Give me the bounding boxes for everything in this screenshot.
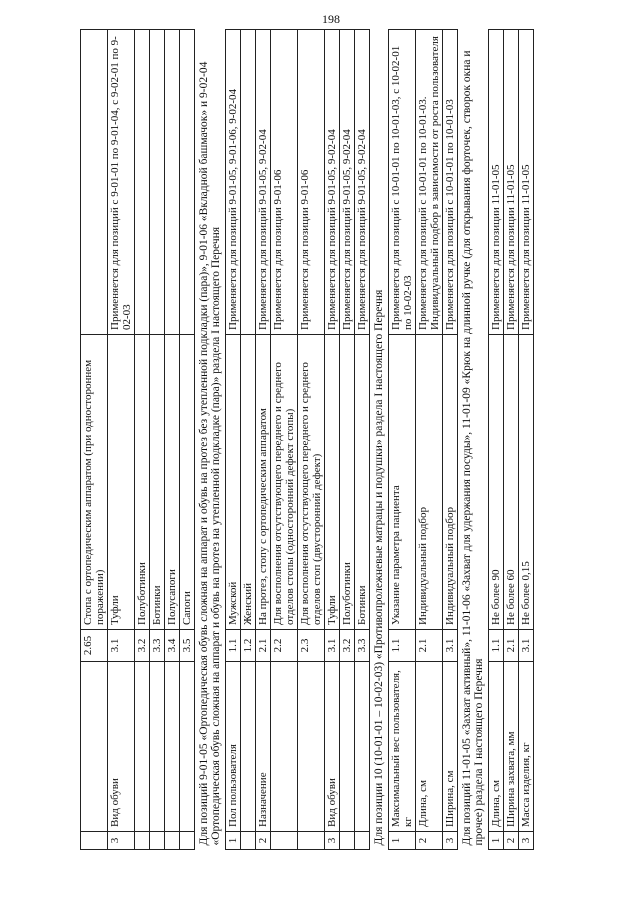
note-cell: Применяется для позиций 9-01-05, 9-02-04: [340, 30, 355, 335]
option-number-cell: 2.1: [416, 630, 443, 662]
note-cell: Применяется для позиций 9-01-05, 9-01-06, 9-02-04: [226, 30, 241, 335]
option-value-cell: Для восполнения отсутствующего переднего и среднего отделов стопы (односторонний дефект стопы): [271, 335, 298, 630]
note-cell: Применяется для позиций 9-01-05, 9-02-04: [355, 30, 370, 335]
note-cell: Применяется для позиций 9-01-05, 9-02-04: [325, 30, 340, 335]
row-number-cell: 2: [416, 832, 443, 850]
option-number-cell: 2.1: [504, 630, 519, 662]
table-row: [226, 30, 241, 850]
characteristic-cell: [81, 662, 108, 832]
characteristic-cell: Длина, см: [416, 662, 443, 832]
option-number-cell: 2.2: [271, 630, 298, 662]
characteristic-cell: Вид обуви: [325, 662, 340, 832]
characteristic-cell: [180, 662, 195, 832]
table-row: [355, 30, 370, 850]
characteristic-cell: Вид обуви: [108, 662, 135, 832]
table-row: [519, 30, 534, 850]
row-number-cell: [165, 832, 180, 850]
table-body: [81, 30, 534, 850]
characteristic-cell: [298, 662, 325, 832]
option-number-cell: 3.2: [135, 630, 150, 662]
row-number-cell: [150, 832, 165, 850]
section-title: Для позиции 10 (10-01-01 – 10-02-03) «Противопролежневые матрацы и подушки» раздела I настоящего Перечня: [370, 30, 389, 850]
section-header-row: [458, 30, 489, 850]
table-row: [135, 30, 150, 850]
row-number-cell: 3: [443, 832, 458, 850]
characteristic-cell: Пол пользователя: [226, 662, 241, 832]
table-row: [271, 30, 298, 850]
option-number-cell: 3.3: [150, 630, 165, 662]
note-cell: [135, 30, 150, 335]
note-cell: Применяется для позиции 9-01-06: [298, 30, 325, 335]
section-header-row: [370, 30, 389, 850]
row-number-cell: [241, 832, 256, 850]
section-title: Для позиций 11-01-05 «Захват активный», 11-01-06 «Захват для удержания посуды», 11-01-09 «Крюк на длинной ручке (для открывания форточек, створок окна и прочее) раздела I настоящего Перечня: [458, 30, 489, 850]
row-number-cell: 3: [519, 832, 534, 850]
option-number-cell: 3.2: [340, 630, 355, 662]
note-cell: Применяется для позиций с 10-01-01 по 10-01-03, с 10-02-01 по 10-02-03: [389, 30, 416, 335]
rotated-page: [80, 30, 550, 850]
row-number-cell: [180, 832, 195, 850]
characteristic-cell: [150, 662, 165, 832]
row-number-cell: 2: [504, 832, 519, 850]
note-cell: [81, 30, 108, 335]
row-number-cell: [135, 832, 150, 850]
row-number-cell: [340, 832, 355, 850]
option-value-cell: Сапоги: [180, 335, 195, 630]
option-number-cell: 3.1: [519, 630, 534, 662]
option-value-cell: Для восполнения отсутствующего переднего и среднего отделов стоп (двусторонний дефект): [298, 335, 325, 630]
table-row: [489, 30, 504, 850]
option-value-cell: Индивидуальный подбор: [443, 335, 458, 630]
note-cell: Применяется для позиций с 10-01-01 по 10-01-03: [443, 30, 458, 335]
note-cell: [150, 30, 165, 335]
table-row: [443, 30, 458, 850]
option-number-cell: 3.3: [355, 630, 370, 662]
section-title: Для позиций 9-01-05 «Ортопедическая обувь сложная на аппарат и обувь на протез без утепленной подкладки (пара)», 9-01-06 «Вкладной башмачок» и 9-02-04 «Ортопедическая обувь сложная на аппарат и обувь на протез на утепленной подкладке (пара)» раздела I настоящего Перечня: [195, 30, 226, 850]
row-number-cell: 3: [325, 832, 340, 850]
table-row: [389, 30, 416, 850]
section-header-row: [195, 30, 226, 850]
row-number-cell: [355, 832, 370, 850]
row-number-cell: 1: [226, 832, 241, 850]
option-value-cell: Индивидуальный подбор: [416, 335, 443, 630]
option-value-cell: Не более 90: [489, 335, 504, 630]
table-row: [340, 30, 355, 850]
characteristics-table: [80, 29, 534, 850]
option-value-cell: Женский: [241, 335, 256, 630]
option-value-cell: Не более 60: [504, 335, 519, 630]
option-number-cell: 1.2: [241, 630, 256, 662]
option-number-cell: 2.65: [81, 630, 108, 662]
note-cell: Применяется для позиций с 9-01-01 по 9-01-04, с 9-02-01 по 9-02-03: [108, 30, 135, 335]
characteristic-cell: Масса изделия, кг: [519, 662, 534, 832]
option-value-cell: Туфли: [108, 335, 135, 630]
row-number-cell: 2: [256, 832, 271, 850]
option-number-cell: 2.1: [256, 630, 271, 662]
option-value-cell: Не более 0,15: [519, 335, 534, 630]
note-cell: Применяется для позиции 11-01-05: [489, 30, 504, 335]
table-row: [150, 30, 165, 850]
option-value-cell: Стопа с ортопедическим аппаратом (при одностороннем поражении): [81, 335, 108, 630]
characteristic-cell: [340, 662, 355, 832]
characteristic-cell: [271, 662, 298, 832]
option-value-cell: Ботинки: [355, 335, 370, 630]
option-value-cell: Ботинки: [150, 335, 165, 630]
note-cell: Применяется для позиций 9-01-05, 9-02-04: [256, 30, 271, 335]
option-value-cell: Указание параметра пациента: [389, 335, 416, 630]
note-cell: Применяется для позиции 11-01-05: [504, 30, 519, 335]
row-number-cell: [81, 832, 108, 850]
option-number-cell: 2.3: [298, 630, 325, 662]
characteristic-cell: Назначение: [256, 662, 271, 832]
option-number-cell: 1.1: [226, 630, 241, 662]
characteristic-cell: [241, 662, 256, 832]
table-row: [416, 30, 443, 850]
characteristic-cell: Ширина захвата, мм: [504, 662, 519, 832]
option-value-cell: Полуботинки: [135, 335, 150, 630]
table-row: [256, 30, 271, 850]
row-number-cell: 3: [108, 832, 135, 850]
option-number-cell: 3.5: [180, 630, 195, 662]
option-value-cell: Полуботинки: [340, 335, 355, 630]
characteristic-cell: Максимальный вес пользователя, кг: [389, 662, 416, 832]
row-number-cell: [298, 832, 325, 850]
row-number-cell: [271, 832, 298, 850]
characteristic-cell: [355, 662, 370, 832]
table-row: [81, 30, 108, 850]
note-cell: Применяется для позиций с 10-01-01 по 10-01-03. Индивидуальный подбор в зависимости от роста пользователя: [416, 30, 443, 335]
option-value-cell: Мужской: [226, 335, 241, 630]
table-row: [504, 30, 519, 850]
option-number-cell: 3.1: [325, 630, 340, 662]
option-value-cell: На протез, стопу с ортопедическим аппаратом: [256, 335, 271, 630]
option-number-cell: 1.1: [489, 630, 504, 662]
row-number-cell: 1: [389, 832, 416, 850]
table-row: [298, 30, 325, 850]
note-cell: [165, 30, 180, 335]
note-cell: [180, 30, 195, 335]
table-row: [241, 30, 256, 850]
option-number-cell: 1.1: [389, 630, 416, 662]
row-number-cell: 1: [489, 832, 504, 850]
table-row: [108, 30, 135, 850]
page-number: 198: [322, 12, 340, 26]
table-row: [325, 30, 340, 850]
table-row: [180, 30, 195, 850]
option-number-cell: 3.4: [165, 630, 180, 662]
characteristic-cell: Длина, см: [489, 662, 504, 832]
characteristic-cell: [135, 662, 150, 832]
table-row: [165, 30, 180, 850]
option-number-cell: 3.1: [108, 630, 135, 662]
option-number-cell: 3.1: [443, 630, 458, 662]
characteristic-cell: Ширина, см: [443, 662, 458, 832]
option-value-cell: Туфли: [325, 335, 340, 630]
characteristic-cell: [165, 662, 180, 832]
note-cell: Применяется для позиции 11-01-05: [519, 30, 534, 335]
option-value-cell: Полусапоги: [165, 335, 180, 630]
note-cell: Применяется для позиции 9-01-06: [271, 30, 298, 335]
note-cell: [241, 30, 256, 335]
